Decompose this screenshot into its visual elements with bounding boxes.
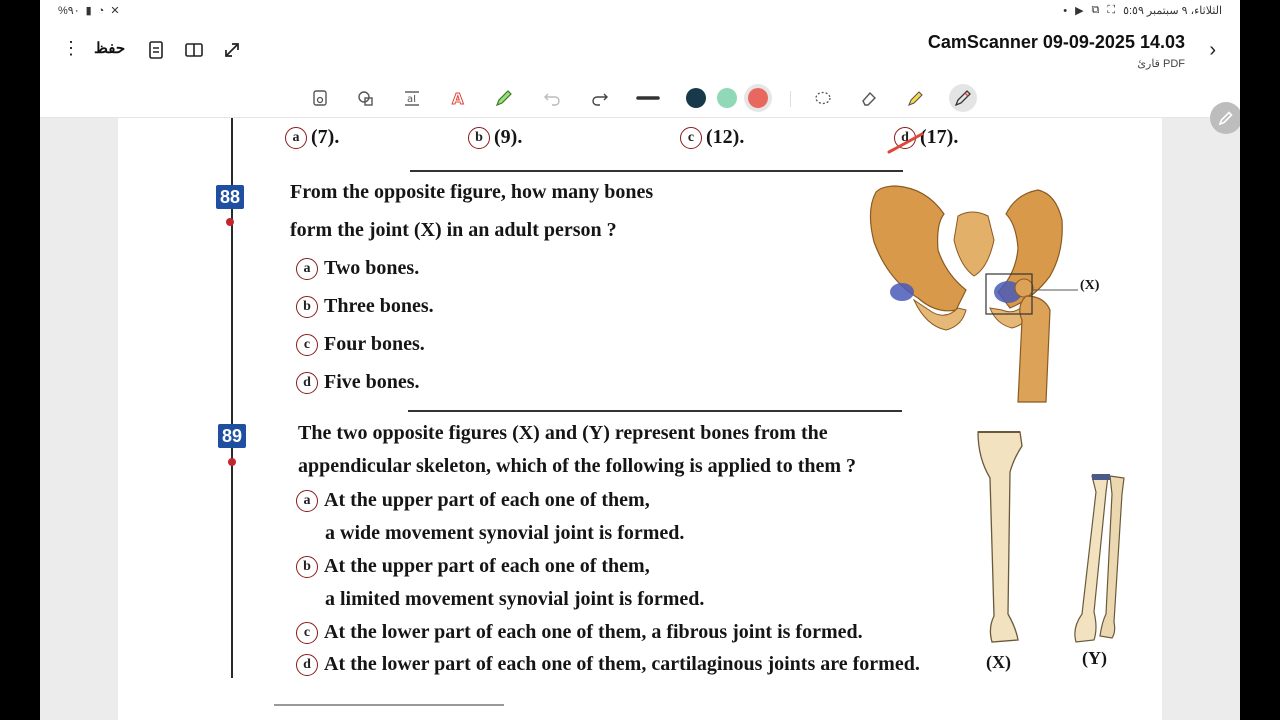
undo-icon[interactable] [540,86,564,110]
q88-question-line1: From the opposite figure, how many bones [290,181,654,203]
document-title: CamScanner 09-09-2025 14.03 [927,32,1185,52]
q89-option-a-line2: a wide movement synovial joint is formed. [325,522,685,544]
color-swatch-mint[interactable] [717,88,737,108]
option-letter-b: b [468,127,490,149]
notification-dot-icon: • [1063,4,1068,17]
pelvis-hip-figure [866,180,1106,406]
pen-icon[interactable] [492,86,516,110]
q88-option-b-text: Three bones. [324,295,434,317]
q87-option-d-text: (17). [920,126,959,148]
document-icon[interactable] [146,40,166,60]
bookmark-dot [226,218,234,226]
lasso-icon[interactable] [811,86,835,110]
q87-option-a-text: (7). [311,126,340,148]
app-screen [40,0,1240,720]
figure-label-y: (Y) [1082,648,1107,668]
q88-option-c [296,333,425,356]
q87-option-b [468,126,522,149]
option-letter-a: a [296,258,318,280]
color-swatch-coral[interactable] [748,88,768,108]
option-letter-c: c [296,622,318,644]
q87-option-c [680,126,744,149]
color-swatch-dark[interactable] [686,88,706,108]
q89-option-a [296,489,650,512]
q89-option-b-line2: a limited movement synovial joint is formed. [325,588,705,610]
text-tool-icon[interactable] [400,86,424,110]
toolbar-divider [790,91,791,107]
option-letter-a: a [285,127,307,149]
q88-option-a [296,257,419,280]
option-letter-b: b [296,296,318,318]
text-color-icon[interactable] [446,86,470,110]
book-view-icon[interactable] [184,40,204,60]
q89-option-c [296,621,863,644]
option-letter-c: c [680,127,702,149]
battery-icon: ▮ [85,5,92,17]
wifi-icon: ◔ [97,4,105,17]
edit-fab-icon[interactable] [1210,102,1240,134]
q89-option-d [296,653,920,676]
separator-rule [410,170,903,172]
expand-icon[interactable] [222,40,242,60]
q87-option-c-text: (12). [706,126,745,148]
left-letterbox [0,0,40,720]
q89-option-c-line1: At the lower part of each one of them, a fibrous joint is formed. [324,621,863,643]
svg-text:A: A [452,90,464,108]
app-bar [40,22,1240,78]
pencil-selected-icon[interactable] [949,84,977,112]
status-right [1063,4,1222,17]
q89-option-d-line1: At the lower part of each one of them, cartilaginous joints are formed. [324,653,920,675]
figure-label-x: (X) [1080,278,1100,293]
option-letter-d: d [296,372,318,394]
screen-capture-icon: ⧉ [1091,4,1100,16]
more-options-icon[interactable]: ⋮ [62,38,80,58]
q87-option-a [285,126,339,149]
bone-figure-y [1068,472,1130,648]
question-number-88: 88 [216,185,244,209]
question-number-89: 89 [218,424,246,448]
answer-strike-mark [886,130,926,156]
q89-option-a-line1: At the upper part of each one of them, [324,489,650,511]
annotation-toolbar [40,78,1240,118]
redo-icon[interactable] [588,86,612,110]
q87-option-b-text: (9). [494,126,523,148]
bone-figure-x [970,428,1030,648]
q89-option-b-line1: At the upper part of each one of them, [324,555,650,577]
separator-rule [408,410,902,412]
chevron-right-icon[interactable]: › [1209,39,1216,61]
option-letter-a: a [296,490,318,512]
q88-option-a-text: Two bones. [324,257,420,279]
option-letter-d: d [296,654,318,676]
q88-question-line2: form the joint (X) in an adult person ? [290,219,617,241]
figure-label-x: (X) [986,652,1011,672]
battery-level: %٩٠ [58,5,80,17]
highlighter-icon[interactable] [903,86,927,110]
status-left [58,4,120,17]
bookmark-dot [228,458,236,466]
lasso-select-icon[interactable] [308,86,332,110]
option-letter-c: c [296,334,318,356]
save-button[interactable]: حفظ [94,40,126,57]
q88-option-b [296,295,434,318]
pdf-page [118,118,1162,720]
q89-option-b [296,555,650,578]
status-bar [40,0,1240,22]
option-letter-d: d [894,127,916,149]
youtube-icon: ▶ [1075,5,1084,17]
q88-option-d [296,371,420,394]
separator-rule [274,704,504,706]
shapes-icon[interactable] [354,86,378,110]
svg-text:aI: aI [407,94,417,105]
q89-question-line1: The two opposite figures (X) and (Y) represent bones from the [298,422,828,444]
q89-question-line2: appendicular skeleton, which of the following is applied to them ? [298,455,857,477]
option-letter-b: b [296,556,318,578]
fullscreen-icon: ⛶ [1107,4,1116,16]
q88-option-d-text: Five bones. [324,371,420,393]
q88-option-c-text: Four bones. [324,333,425,355]
eraser-icon[interactable] [857,86,881,110]
stroke-width-icon[interactable] [636,86,660,110]
right-letterbox [1240,0,1280,720]
status-time-date: الثلاثاء، ٩ سبتمبر ٥:٥٩ [1123,5,1222,17]
mute-icon: ✕ [110,5,120,17]
document-subtitle: قارئ PDF [1137,58,1185,70]
